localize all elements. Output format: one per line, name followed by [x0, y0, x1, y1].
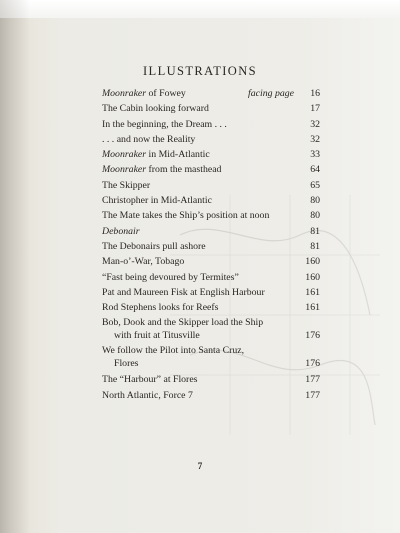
caption-text: from the masthead: [146, 164, 222, 176]
list-item: [102, 208, 320, 223]
page-reference: 81: [310, 225, 320, 237]
list-item: [102, 388, 320, 403]
illustration-caption: [102, 193, 300, 208]
page-top-edge: [0, 0, 400, 18]
caption-text: In the beginning, the Dream . . .: [102, 118, 227, 130]
caption-italic-part: Debonair: [102, 225, 140, 237]
caption-text: Pat and Maureen Fisk at English Harbour: [102, 286, 265, 298]
list-item: [102, 372, 320, 387]
list-item: [102, 344, 320, 370]
caption-text: “Fast being devoured by Termites”: [102, 271, 239, 283]
caption-text: The Skipper: [102, 179, 151, 191]
list-item: [102, 285, 320, 300]
caption-text: of Fowey: [146, 88, 186, 99]
illustration-caption: [102, 239, 300, 254]
page-number: 7: [197, 461, 203, 471]
page-reference: 176: [305, 358, 320, 370]
page-reference: 16: [310, 88, 320, 99]
caption-text: Man-o’-War, Tobago: [102, 256, 185, 268]
page-reference: 160: [305, 256, 320, 268]
illustrations-list: [102, 86, 320, 403]
list-item: [102, 316, 320, 342]
illustration-caption: [102, 388, 300, 403]
illustration-caption: [102, 224, 300, 239]
page-reference: 161: [305, 302, 320, 314]
illustration-caption: [102, 132, 300, 147]
caption-text: The “Harbour” at Flores: [102, 374, 198, 386]
illustration-caption: [102, 300, 300, 315]
illustration-caption: [102, 344, 300, 370]
page-reference: 17: [310, 103, 320, 115]
caption-text: The Cabin looking forward: [102, 103, 209, 115]
list-item: [102, 147, 320, 162]
illustration-caption: [102, 86, 240, 101]
illustration-caption: [102, 316, 300, 342]
list-item: [102, 117, 320, 132]
list-item: [102, 178, 320, 193]
illustration-caption: [102, 254, 300, 269]
page-reference: 177: [305, 389, 320, 401]
illustration-caption: [102, 372, 300, 387]
list-item: [102, 193, 320, 208]
caption-text: The Mate takes the Ship’s position at noon: [102, 210, 270, 222]
page-reference: 81: [310, 240, 320, 252]
caption-text: Christopher in Mid-Atlantic: [102, 195, 212, 207]
list-item: [102, 239, 320, 254]
page-reference: 177: [305, 374, 320, 386]
illustration-caption: [102, 101, 300, 116]
page-reference: 32: [310, 118, 320, 130]
caption-text-continued: with fruit at Titusville: [114, 330, 200, 342]
page-reference: 33: [310, 149, 320, 161]
list-item: [102, 300, 320, 315]
facing-page-label: facing page: [248, 88, 294, 99]
caption-italic-part: Moonraker: [102, 149, 147, 161]
caption-text: Rod Stephens looks for Reefs: [102, 302, 219, 314]
page-title: ILLUSTRATIONS: [142, 64, 258, 78]
page-reference: 176: [305, 330, 320, 342]
caption-text: in Mid-Atlantic: [146, 149, 210, 161]
list-item: [102, 254, 320, 269]
caption-text: . . . and now the Reality: [102, 133, 196, 145]
caption-text-continued: Flores: [114, 358, 139, 370]
page-reference: 64: [310, 164, 320, 176]
illustration-caption: [102, 162, 300, 177]
page-reference: 161: [305, 286, 320, 298]
illustration-caption: [102, 147, 300, 162]
caption-italic-part: Moonraker: [102, 164, 147, 176]
caption-text: We follow the Pilot into Santa Cruz,: [102, 345, 245, 357]
illustration-caption: [102, 178, 300, 193]
list-item: [102, 101, 320, 116]
illustration-caption: [102, 117, 300, 132]
caption-text: The Debonairs pull ashore: [102, 240, 206, 252]
page-spine-shadow: [0, 0, 30, 533]
caption-text: Bob, Dook and the Skipper load the Ship: [102, 317, 264, 329]
page-reference: 80: [310, 195, 320, 207]
page-reference: 65: [310, 179, 320, 191]
list-item: [102, 270, 320, 285]
illustration-caption: [102, 208, 300, 223]
list-item: [102, 132, 320, 147]
illustration-caption: [102, 270, 300, 285]
caption-italic-part: Moonraker: [102, 88, 147, 99]
page-reference: 32: [310, 133, 320, 145]
page-reference: 160: [305, 271, 320, 283]
caption-text: North Atlantic, Force 7: [102, 389, 193, 401]
list-item: [102, 162, 320, 177]
list-item: [102, 224, 320, 239]
page-reference: 80: [310, 210, 320, 222]
list-item: [102, 86, 320, 101]
illustration-caption: [102, 285, 300, 300]
